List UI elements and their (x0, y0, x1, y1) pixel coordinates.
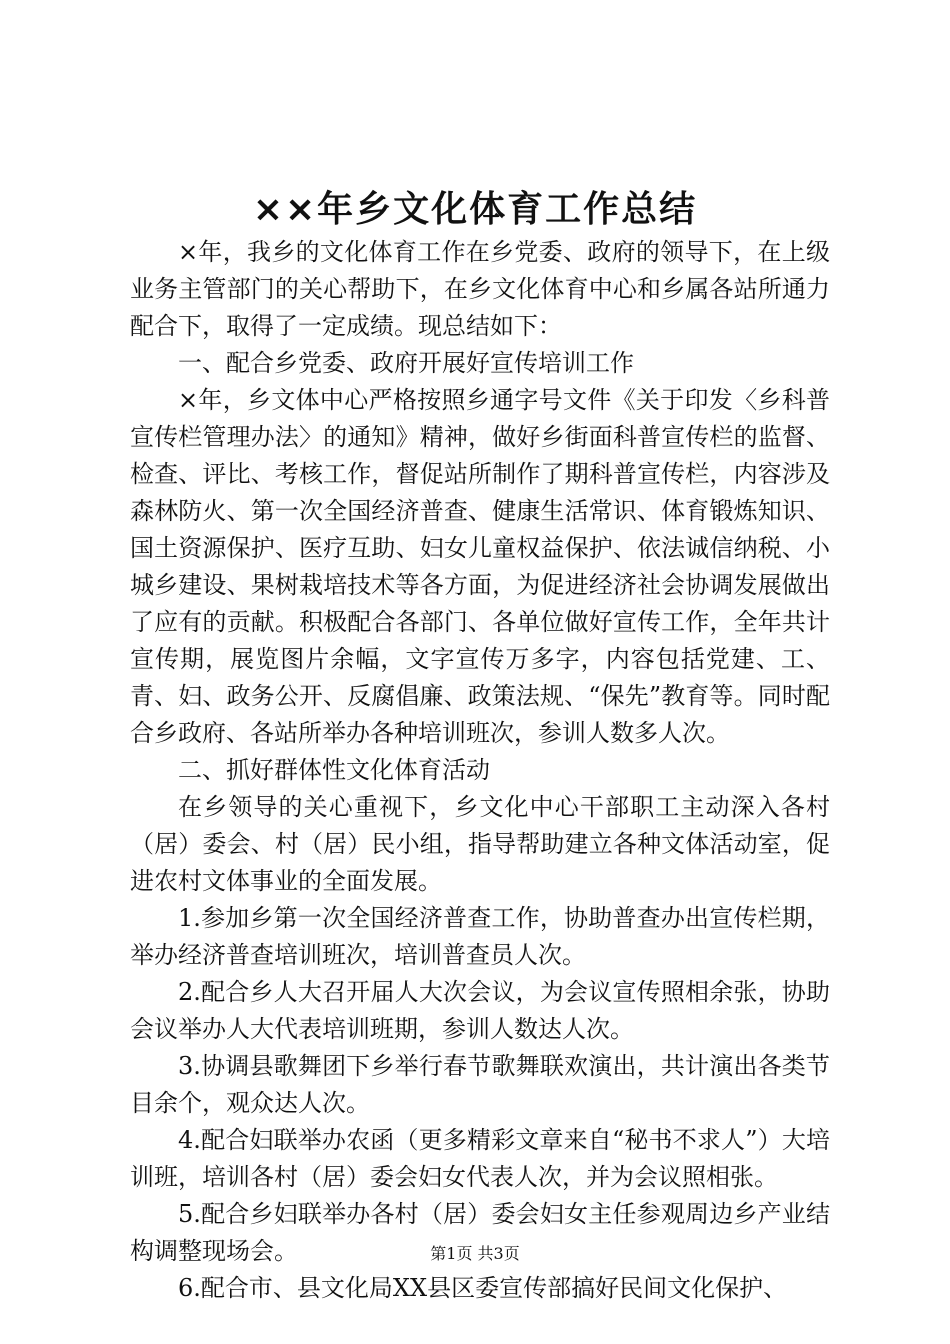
document-body (130, 234, 830, 1307)
page-number-footer: 第1页 共3页 (430, 1244, 520, 1263)
paragraph-intro: ×年，我乡的文化体育工作在乡党委、政府的领导下，在上级业务主管部门的关心帮助下，在乡文化体育中心和乡属各站所通力配合下，取得了一定成绩。现总结如下： (130, 238, 830, 340)
paragraph-section-2: 在乡领导的关心重视下，乡文化中心干部职工主动深入各村（居）委会、村（居）民小组，指导帮助建立各种文体活动室，促进农村文体事业的全面发展。 (130, 793, 830, 895)
paragraph-section-1: ×年，乡文体中心严格按照乡通字号文件《关于印发〈乡科普宣传栏管理办法〉的通知》精神，做好乡街面科普宣传栏的监督、检查、评比、考核工作，督促站所制作了期科普宣传栏，内容涉及森林防火、第一次全国经济普查、健康生活常识、体育锻炼知识、国土资源保护、医疗互助、妇女儿童权益保护、依法诚信纳税、小城乡建设、果树栽培技术等各方面，为促进经济社会协调发展做出了应有的贡献。积极配合各部门、各单位做好宣传工作，全年共计宣传期，展览图片余幅，文字宣传万多字，内容包括党建、工、青、妇、政务公开、反腐倡廉、政策法规、“保先”教育等。同时配合乡政府、各站所举办各种培训班次，参训人数多人次。 (130, 386, 830, 747)
document-title: ××年乡文化体育工作总结 (252, 189, 698, 230)
list-item-1: 1.参加乡第一次全国经济普查工作，协助普查办出宣传栏期，举办经济普查培训班次，培训普查员人次。 (130, 904, 830, 969)
list-item-3: 3.协调县歌舞团下乡举行春节歌舞联欢演出，共计演出各类节目余个，观众达人次。 (130, 1052, 830, 1117)
list-item-5: 5.配合乡妇联举办各村（居）委会妇女主任参观周边乡产业结构调整现场会。 (130, 1200, 830, 1265)
section-heading-1: 一、配合乡党委、政府开展好宣传培训工作 (178, 349, 634, 377)
list-item-6: 6.配合市、县文化局XX县区委宣传部搞好民间文化保护、 (178, 1274, 788, 1302)
list-item-4: 4.配合妇联举办农函（更多精彩文章来自“秘书不求人”）大培训班，培训各村（居）委会妇女代表人次，并为会议照相张。 (130, 1126, 830, 1191)
list-item-2: 2.配合乡人大召开届人大次会议，为会议宣传照相余张，协助会议举办人大代表培训班期，参训人数达人次。 (130, 978, 830, 1043)
section-heading-2: 二、抓好群体性文化体育活动 (178, 756, 490, 784)
